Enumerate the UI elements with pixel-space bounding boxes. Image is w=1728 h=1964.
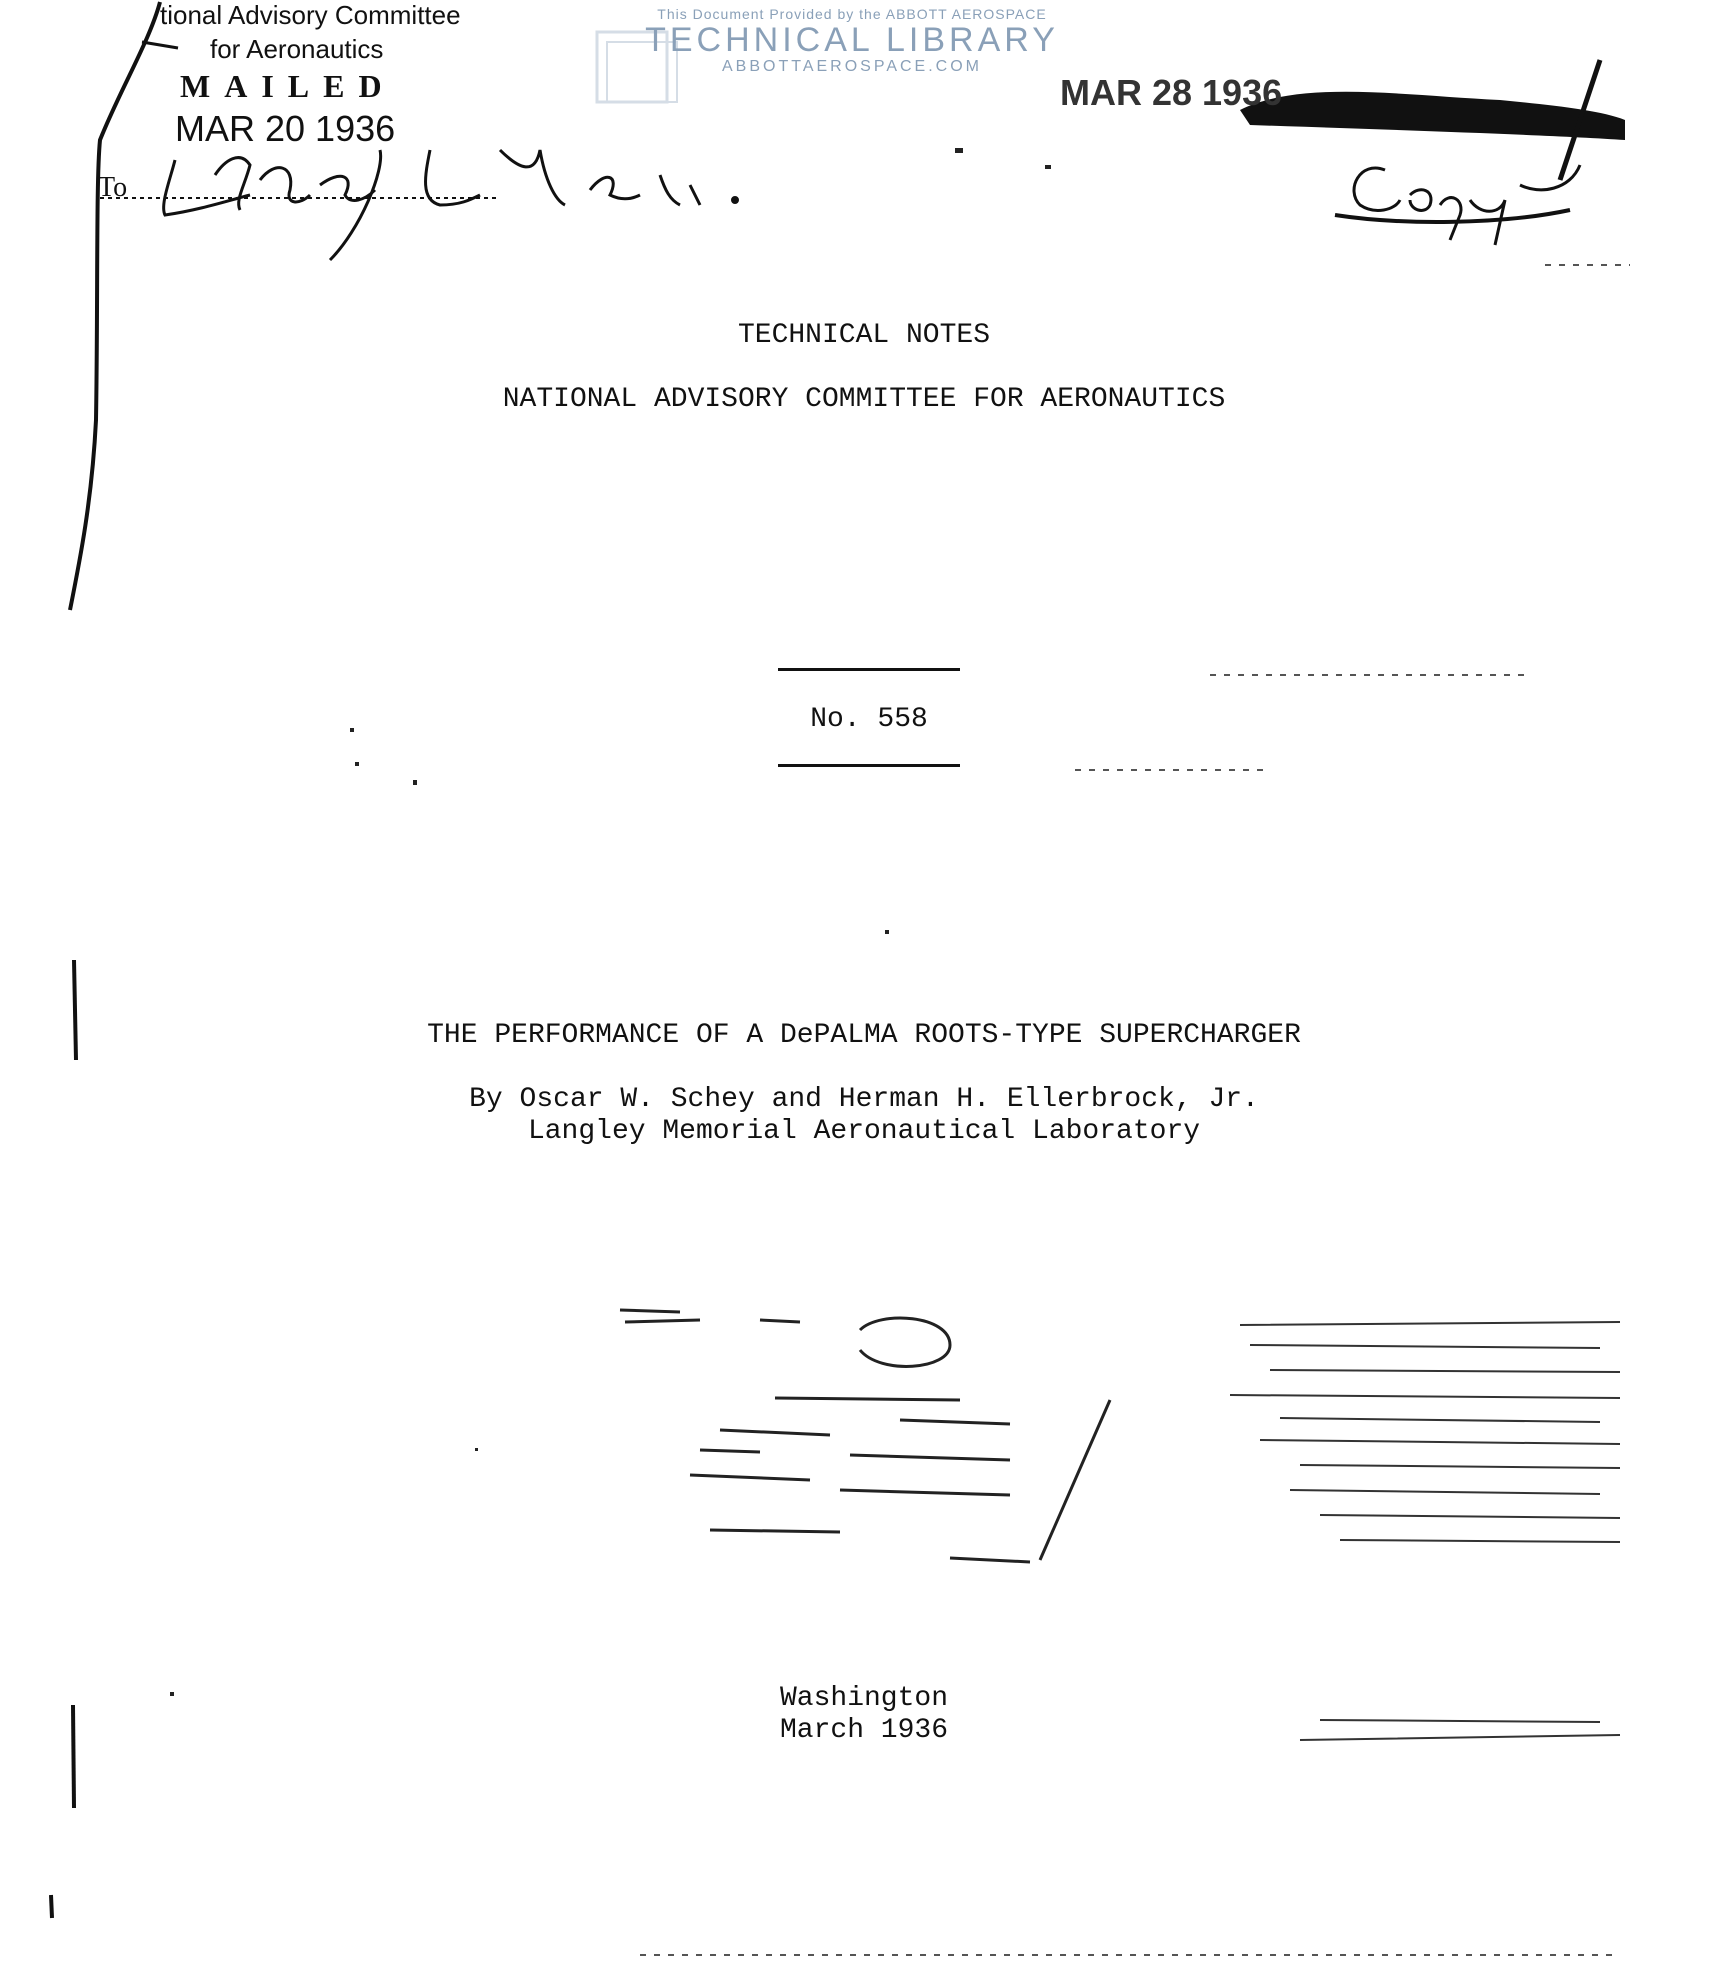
scan-speckles xyxy=(170,148,1051,1696)
watermark-technical-library: TECHNICAL LIBRARY xyxy=(645,21,1059,59)
publication-place: Washington xyxy=(779,1683,949,1714)
handwritten-copy-mark xyxy=(1335,168,1570,245)
faded-stamp-impression-right xyxy=(1230,1322,1620,1740)
abbott-watermark xyxy=(592,6,1112,76)
number-top-rule xyxy=(778,668,960,671)
publication-date: March 1936 xyxy=(779,1715,949,1746)
report-authors: By Oscar W. Schey and Herman H. Ellerbrock, Jr. xyxy=(469,1084,1259,1115)
stamp-border-line xyxy=(70,2,160,610)
stamp-mailed-date: MAR 20 1936 xyxy=(175,108,396,149)
stamp-aeronautics-line: for Aeronautics xyxy=(210,34,384,64)
faded-stamp-impression xyxy=(620,1310,1110,1562)
number-bottom-rule xyxy=(778,764,960,767)
handwritten-library-signature xyxy=(164,150,738,260)
stamp-tick-mark xyxy=(142,42,178,48)
smudged-redaction xyxy=(1240,60,1625,190)
watermark-website: ABBOTTAEROSPACE.COM xyxy=(722,58,982,75)
report-title: THE PERFORMANCE OF A DePALMA ROOTS-TYPE SUPERCHARGER xyxy=(427,1020,1301,1051)
organization-heading: NATIONAL ADVISORY COMMITTEE FOR AERONAUTICS xyxy=(502,384,1226,415)
stamp-to-label: To xyxy=(98,172,128,203)
received-date-stamp: MAR 28 1936 xyxy=(1060,72,1283,113)
report-number: No. 558 xyxy=(810,704,928,735)
watermark-provided-by: This Document Provided by the ABBOTT AEROSPACE xyxy=(657,6,1047,22)
stamp-committee-line: tional Advisory Committee xyxy=(160,0,461,30)
series-heading: TECHNICAL NOTES xyxy=(737,320,991,351)
stamp-mailed-label: MAILED xyxy=(180,68,396,104)
report-affiliation: Langley Memorial Aeronautical Laboratory xyxy=(527,1116,1201,1147)
